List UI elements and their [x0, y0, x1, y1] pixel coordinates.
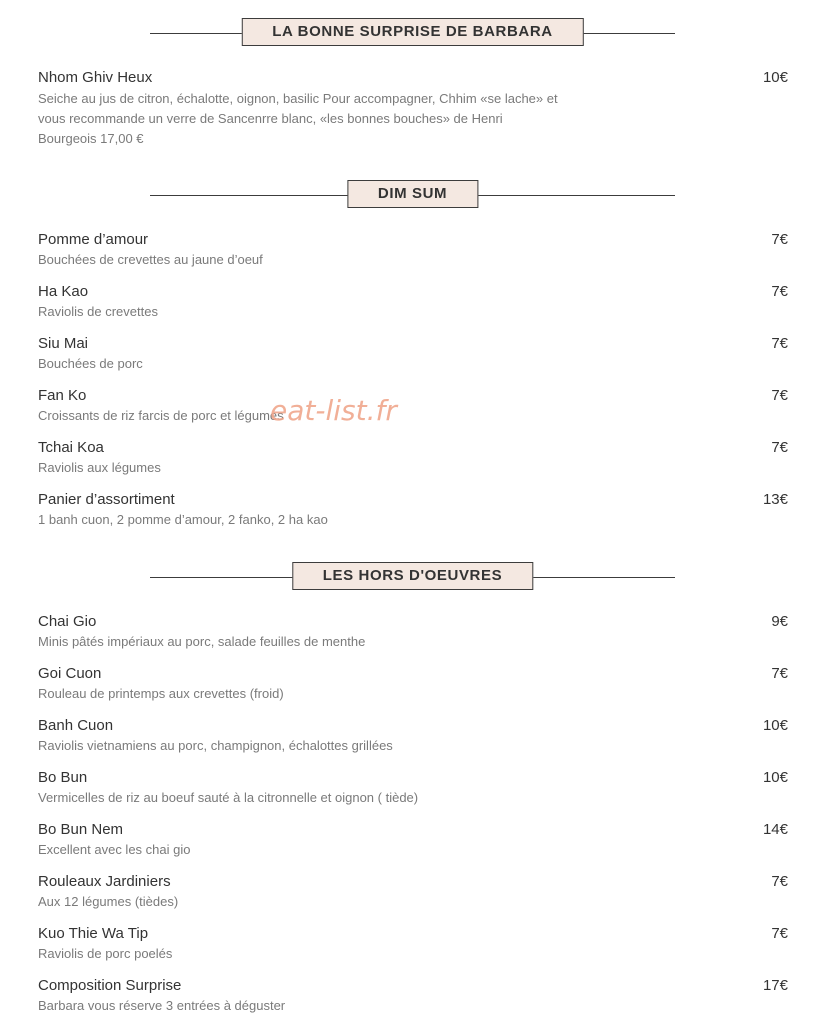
section-title: DIM SUM: [347, 180, 478, 208]
item-description: Excellent avec les chai gio: [38, 842, 191, 857]
item-description: Rouleau de printemps aux crevettes (froid): [38, 686, 284, 701]
item-price: 10€: [762, 69, 788, 86]
item-name: Tchai Koa: [38, 439, 104, 456]
section-header-dim-sum: [150, 180, 675, 210]
section-title: LES HORS D'OEUVRES: [292, 562, 533, 590]
item-description: Bouchées de crevettes au jaune d’oeuf: [38, 252, 263, 267]
item-price: 7€: [771, 925, 788, 942]
item-price: 7€: [771, 873, 788, 890]
item-name: Siu Mai: [38, 335, 89, 352]
item-name: Bo Bun Nem: [38, 821, 124, 838]
item-description: Raviolis de porc poelés: [38, 946, 173, 961]
item-description: Aux 12 légumes (tièdes): [38, 894, 179, 909]
item-name: Rouleaux Jardiniers: [38, 873, 171, 890]
item-price: 7€: [771, 335, 788, 352]
item-price: 14€: [762, 821, 788, 838]
item-description: Raviolis vietnamiens au porc, champignon, échalottes grillées: [38, 738, 393, 753]
item-price: 7€: [771, 665, 788, 682]
item-description: Bouchées de porc: [38, 356, 143, 371]
item-description: Raviolis aux légumes: [38, 460, 161, 475]
item-description: Croissants de riz farcis de porc et légumes: [38, 408, 284, 423]
section-header-surprise: [150, 18, 675, 48]
item-price: 13€: [762, 491, 788, 508]
item-price: 7€: [771, 283, 788, 300]
item-name: Nhom Ghiv Heux: [38, 69, 153, 86]
item-price: 17€: [762, 977, 788, 994]
item-description: Seiche au jus de citron, échalotte, oignon, basilic Pour accompagner, Chhim «se lache» et vous recommande un verre de Sancenrre blanc, «les bonnes bouches» de Henri Bourgeois 17,00 €: [38, 91, 558, 146]
item-price: 10€: [762, 769, 788, 786]
item-description: Barbara vous réserve 3 entrées à déguster: [38, 998, 286, 1013]
item-price: 9€: [771, 613, 788, 630]
item-name: Goi Cuon: [38, 665, 102, 682]
item-price: 7€: [771, 387, 788, 404]
item-name: Bo Bun: [38, 769, 88, 786]
item-description: 1 banh cuon, 2 pomme d’amour, 2 fanko, 2 ha kao: [38, 512, 328, 527]
item-price: 7€: [771, 439, 788, 456]
item-name: Panier d’assortiment: [38, 491, 175, 508]
section-title: LA BONNE SURPRISE DE BARBARA: [241, 18, 583, 46]
item-price: 7€: [771, 231, 788, 248]
item-name: Kuo Thie Wa Tip: [38, 925, 149, 942]
item-description: Minis pâtés impériaux au porc, salade feuilles de menthe: [38, 634, 366, 649]
item-description: Vermicelles de riz au boeuf sauté à la citronnelle et oignon ( tiède): [38, 790, 419, 805]
item-name: Ha Kao: [38, 283, 89, 300]
item-name: Chai Gio: [38, 613, 97, 630]
item-name: Banh Cuon: [38, 717, 114, 734]
item-price: 10€: [762, 717, 788, 734]
watermark: eat-list.fr: [270, 394, 397, 427]
item-name: Fan Ko: [38, 387, 87, 404]
item-name: Composition Surprise: [38, 977, 182, 994]
item-name: Pomme d’amour: [38, 231, 149, 248]
section-header-hors-doeuvres: [150, 562, 675, 592]
item-description: Raviolis de crevettes: [38, 304, 158, 319]
